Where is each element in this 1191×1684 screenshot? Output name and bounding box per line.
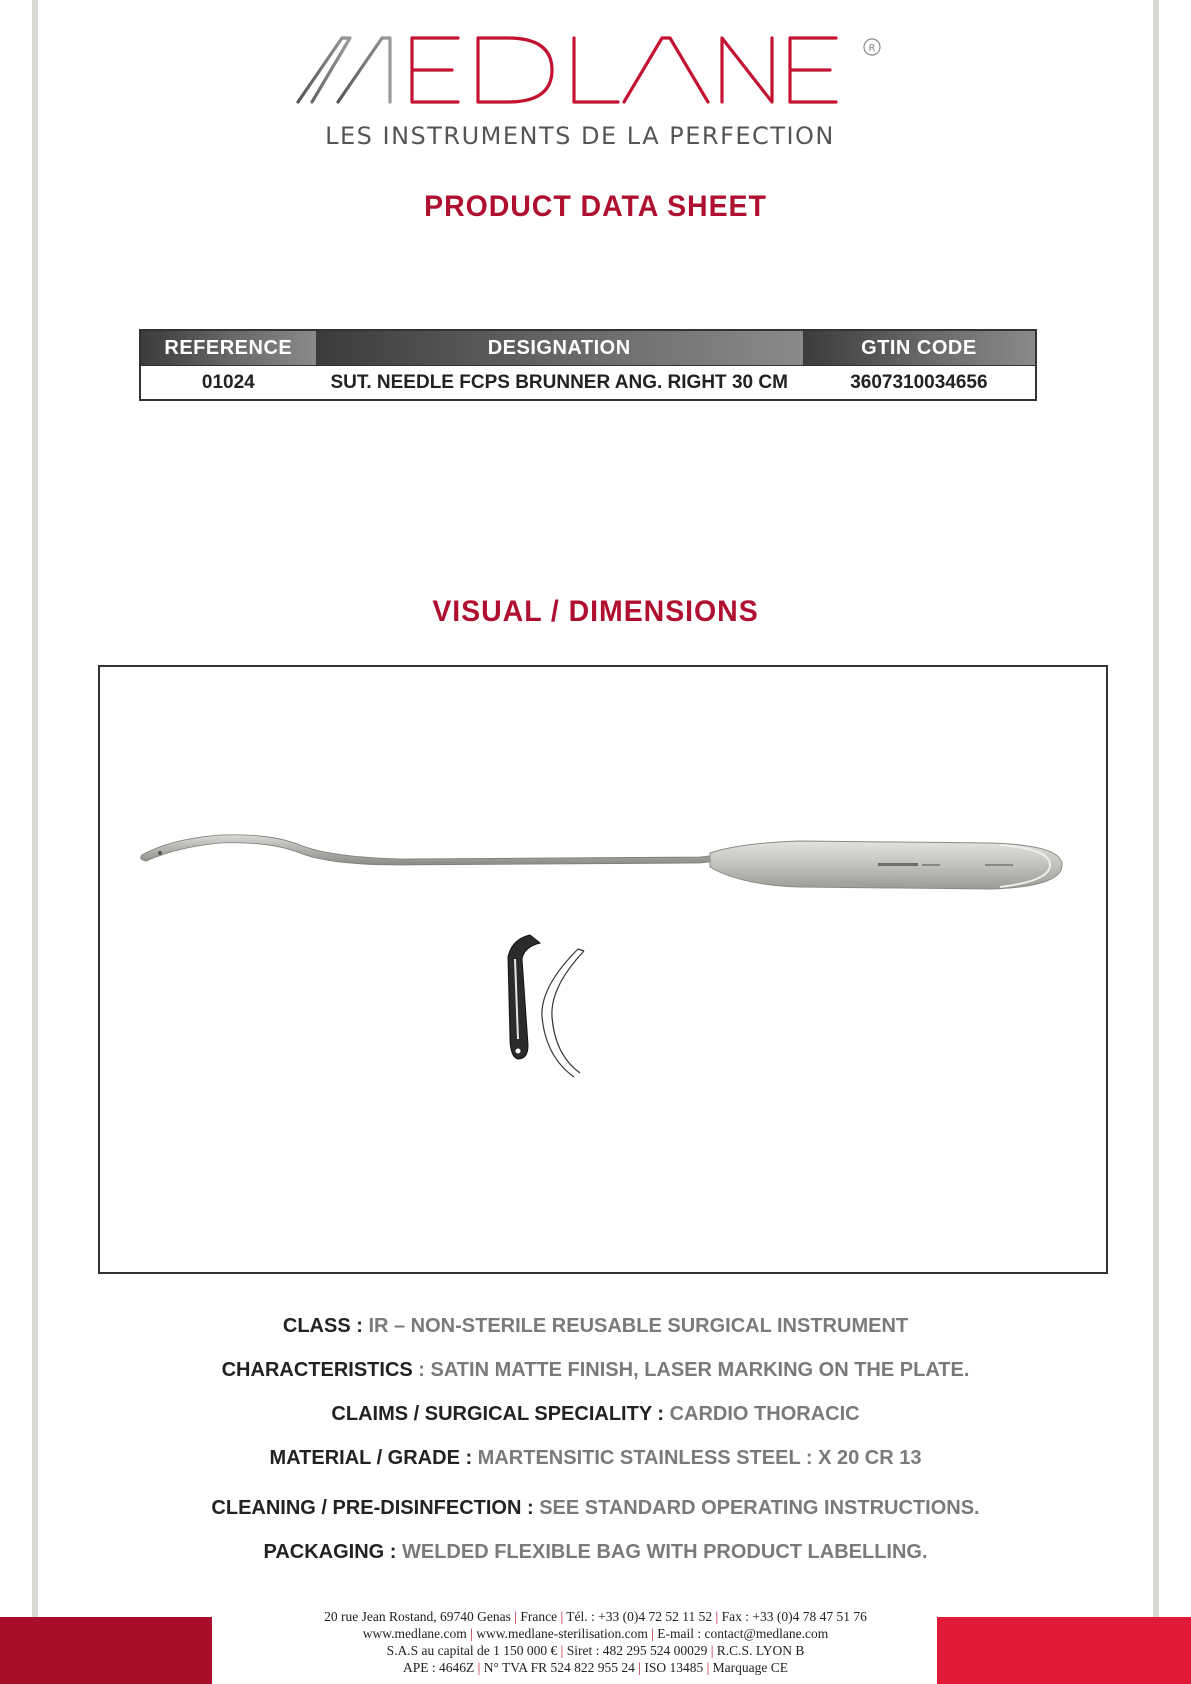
table-row [140,366,1036,401]
footer-capital: S.A.S au capital de 1 150 000 € [386,1643,558,1658]
medlane-logo [290,30,900,150]
footer-line-2: www.medlane.com | www.medlane-sterilisation.com | E-mail : contact@medlane.com [362,1626,829,1641]
column-header-gtin: GTIN CODE [803,330,1036,366]
spec-label-cleaning: CLEANING / PRE-DISINFECTION : [211,1497,534,1519]
column-header-designation: DESIGNATION [316,330,803,366]
footer-country: France [520,1609,558,1624]
brand-tagline: LES INSTRUMENTS DE LA PERFECTION [325,122,835,150]
product-data-sheet-title: PRODUCT DATA SHEET [424,190,767,223]
visual-dimensions-title: VISUAL / DIMENSIONS [432,595,759,628]
footer-vat: N° TVA FR 524 822 955 24 [483,1660,635,1675]
footer-siret: Siret : 482 295 524 00029 [566,1643,708,1658]
spec-label-class: CLASS : [282,1315,363,1337]
spec-label-claims: CLAIMS / SURGICAL SPECIALITY : [331,1403,665,1425]
footer-sterilisation-link[interactable]: www.medlane-sterilisation.com [476,1626,648,1641]
footer-ape: APE : 4646Z [402,1660,475,1675]
reference-cell: 01024 [140,366,316,401]
footer-address-text: 20 rue Jean Rostand, 69740 Genas [324,1609,511,1624]
spec-label-material: MATERIAL / GRADE : [269,1447,473,1469]
column-header-reference: REFERENCE [140,330,316,366]
footer-fax: Fax : +33 (0)4 78 47 51 76 [721,1609,867,1624]
footer-website-link[interactable]: www.medlane.com [362,1626,467,1641]
spec-value-characteristics: : SATIN MATTE FINISH, LASER MARKING ON THE PLATE. [412,1359,970,1381]
spec-value-class: IR – NON-STERILE REUSABLE SURGICAL INSTRUMENT [362,1315,909,1337]
spec-value-cleaning: SEE STANDARD OPERATING INSTRUCTIONS. [533,1497,980,1519]
gtin-cell: 3607310034656 [803,366,1036,401]
registered-mark: R [868,43,876,54]
spec-label-characteristics: CHARACTERISTICS [221,1359,413,1381]
spec-value-claims: CARDIO THORACIC [664,1403,860,1425]
spec-cleaning [0,1497,1191,1520]
footer-phone: Tél. : +33 (0)4 72 52 11 52 [566,1609,713,1624]
table-header-row [140,330,1036,366]
spec-packaging [0,1541,1191,1564]
footer-rcs: R.C.S. LYON B [716,1643,805,1658]
spec-class [0,1315,1191,1338]
needle-forceps-photo [141,835,1062,889]
spec-characteristics [0,1359,1191,1382]
footer-line-4: APE : 4646Z | N° TVA FR 524 822 955 24 | ISO 13485 | Marquage CE [402,1660,789,1675]
footer-line-3: S.A.S au capital de 1 150 000 € | Siret : 482 295 524 00029 | R.C.S. LYON B [386,1643,805,1658]
spec-value-packaging: WELDED FLEXIBLE BAG WITH PRODUCT LABELLING. [396,1541,928,1563]
spec-value-material: MARTENSITIC STAINLESS STEEL : X 20 CR 13 [472,1447,922,1469]
footer-email-link[interactable]: E-mail : contact@medlane.com [657,1626,829,1641]
footer-line-1: 20 rue Jean Rostand, 69740 Genas | France | Tél. : +33 (0)4 72 52 11 52 | Fax : +33 (0)4 78 47 51 76 [324,1609,867,1624]
tip-detail-sketch [508,935,584,1077]
footer-iso: ISO 13485 [644,1660,704,1675]
designation-cell: SUT. NEEDLE FCPS BRUNNER ANG. RIGHT 30 CM [316,366,803,401]
spec-material [0,1447,1191,1470]
spec-claims [0,1403,1191,1426]
reference-table [139,329,1037,401]
visual-frame [98,665,1108,1274]
footer-address [0,1608,1191,1676]
spec-label-packaging: PACKAGING : [263,1541,397,1563]
footer-ce-marking: Marquage CE [712,1660,789,1675]
